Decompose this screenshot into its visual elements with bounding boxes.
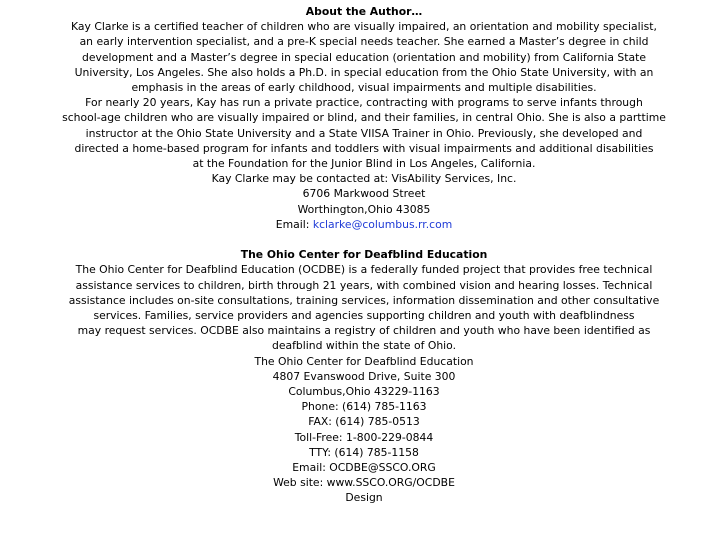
ocdbe-contact-toll-free: Toll-Free: 1-800-229-0844 bbox=[294, 430, 434, 444]
author-bio-line: instructor at the Ohio State University and a State VIISA Trainer in Ohio. Previously, she developed and bbox=[85, 126, 643, 140]
author-email-link[interactable]: kclarke@columbus.rr.com bbox=[312, 217, 453, 231]
ocdbe-contact-fax: FAX: (614) 785-0513 bbox=[308, 415, 420, 429]
author-bio-line: University, Los Angeles. She also holds a Ph.D. in special education from the Ohio State University, with an bbox=[74, 65, 654, 79]
author-bio-line: For nearly 20 years, Kay has run a private practice, contracting with programs to serve infants through bbox=[85, 96, 643, 110]
ocdbe-contact-phone: Phone: (614) 785-1163 bbox=[301, 400, 427, 414]
page-footer-text: Design bbox=[345, 491, 383, 505]
ocdbe-contact-email: Email: OCDBE@SSCO.ORG bbox=[292, 461, 436, 475]
ocdbe-description-line: The Ohio Center for Deafblind Education (OCDBE) is a federally funded project that provides free technical bbox=[75, 263, 653, 277]
author-bio-line: emphasis in the areas of early childhood, visual impairments and multiple disabilities. bbox=[131, 81, 597, 95]
author-email-label: Email: bbox=[275, 217, 313, 231]
author-contact-intro: Kay Clarke may be contacted at: VisAbility Services, Inc. bbox=[211, 172, 517, 186]
ocdbe-description-line: deafblind within the state of Ohio. bbox=[271, 339, 457, 353]
ocdbe-heading: The Ohio Center for Deafblind Education bbox=[240, 248, 488, 262]
author-bio-line: development and a Master’s degree in special education (orientation and mobility) from California State bbox=[82, 50, 646, 64]
author-contact-city: Worthington,Ohio 43085 bbox=[297, 202, 431, 216]
ocdbe-contact-street: 4807 Evanswood Drive, Suite 300 bbox=[272, 369, 456, 383]
author-bio-line: an early intervention specialist, and a pre-K special needs teacher. She earned a Master’s degree in child bbox=[79, 35, 649, 49]
author-bio-line: directed a home-based program for infants and toddlers with visual impairments and additional disabilities bbox=[74, 141, 654, 155]
ocdbe-contact-website: Web site: www.SSCO.ORG/OCDBE bbox=[273, 476, 455, 490]
ocdbe-contact-tty: TTY: (614) 785-1158 bbox=[309, 445, 419, 459]
section-spacer bbox=[0, 232, 728, 247]
author-contact-email-line bbox=[0, 217, 728, 232]
ocdbe-description-line: assistance services to children, birth through 21 years, with combined vision and hearing losses. Technical bbox=[75, 278, 653, 292]
author-contact-street: 6706 Markwood Street bbox=[302, 187, 426, 201]
author-bio-line: at the Foundation for the Junior Blind in Los Angeles, California. bbox=[192, 157, 536, 171]
ocdbe-description-line: may request services. OCDBE also maintains a registry of children and youth who have been identified as bbox=[77, 324, 651, 338]
ocdbe-description-line: services. Families, service providers and agencies supporting children and youth with deafblindness bbox=[93, 309, 635, 323]
ocdbe-contact-name: The Ohio Center for Deafblind Education bbox=[254, 354, 474, 368]
author-bio-line: Kay Clarke is a certified teacher of children who are visually impaired, an orientation and mobility specialist, bbox=[71, 20, 657, 34]
author-heading: About the Author… bbox=[305, 5, 423, 18]
author-bio-line: school-age children who are visually impaired or blind, and their families, in central Ohio. She is also a parttime bbox=[62, 111, 666, 125]
ocdbe-contact-city: Columbus,Ohio 43229-1163 bbox=[288, 385, 440, 399]
ocdbe-description-line: assistance includes on-site consultations, training services, information dissemination and other consultative bbox=[68, 293, 660, 307]
